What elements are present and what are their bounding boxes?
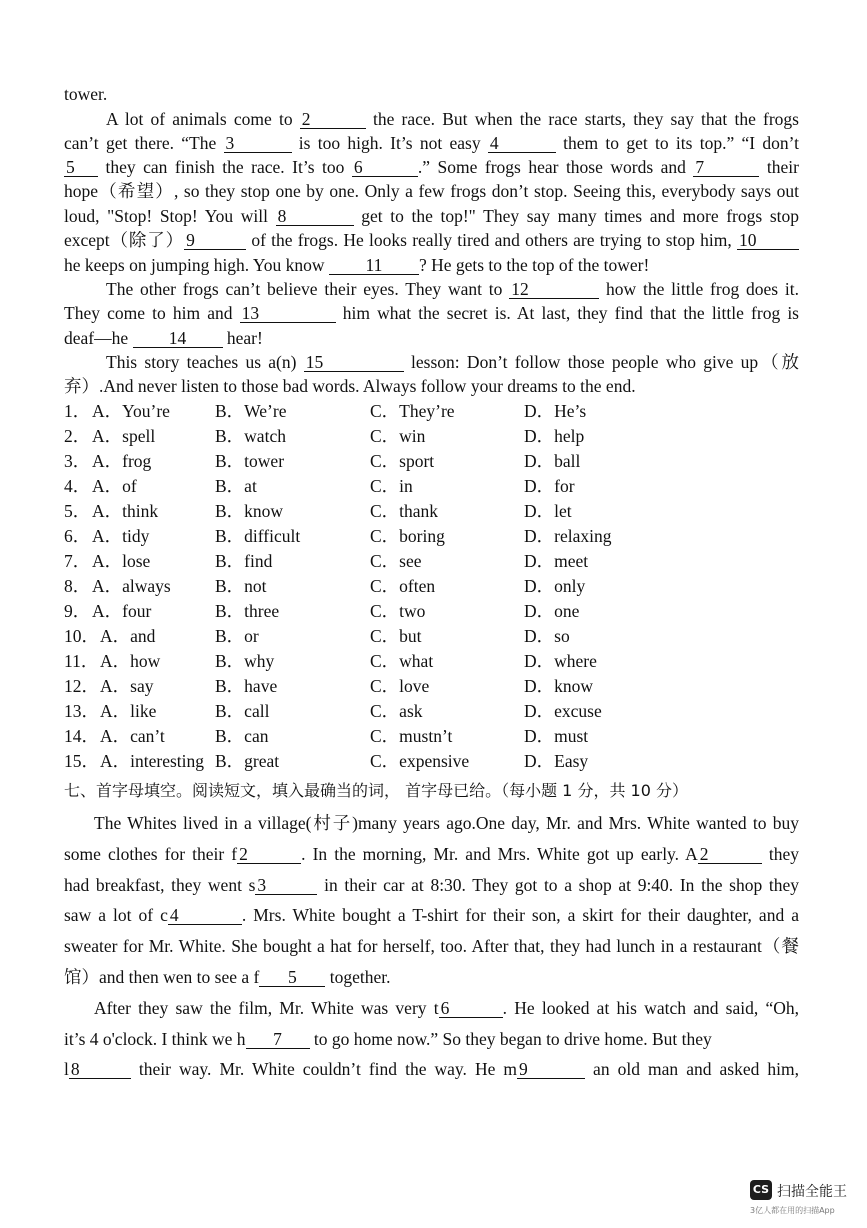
answer-blank[interactable]: 2 [300, 110, 366, 129]
answer-blank[interactable]: 10 [737, 231, 799, 250]
question-number: 9． [64, 601, 91, 621]
passage-line: The Whites lived in a village(村子)many years ago.One day, Mr. and Mrs. White wanted to buy [94, 813, 799, 833]
answer-blank[interactable]: 7 [246, 1030, 310, 1049]
answer-blank[interactable]: 2 [237, 845, 301, 864]
answer-blank[interactable]: 11 [329, 256, 419, 275]
option-a[interactable]: A．think [92, 501, 159, 521]
answer-blank[interactable]: 15 [304, 353, 404, 372]
option-b[interactable]: B．at [215, 476, 257, 496]
option-d[interactable]: D．let [524, 501, 572, 521]
passage-line: l 8 their way. Mr. White couldn’t find the way. He m 9 an old man and asked him, [64, 1059, 799, 1079]
question-number: 14． [64, 726, 99, 746]
answer-blank[interactable]: 7 [693, 158, 759, 177]
passage-line: 弃）.And never listen to those bad words. Always follow your dreams to the end. [64, 376, 636, 396]
passage-line: except（除了） 9 of the frogs. He looks really tired and others are trying to stop him, 10 [64, 229, 799, 251]
option-c[interactable]: C．They’re [370, 401, 455, 421]
answer-blank[interactable]: 4 [168, 906, 242, 925]
question-number: 6． [64, 526, 91, 546]
passage-line: tower. [64, 84, 108, 104]
question-number: 15． [64, 751, 99, 771]
option-d[interactable]: D．for [524, 476, 575, 496]
option-b[interactable]: B．tower [215, 451, 285, 471]
answer-blank[interactable]: 2 [698, 845, 762, 864]
passage-line: The other frogs can’t believe their eyes. They want to 12 how the little frog does it. [106, 279, 799, 299]
option-d[interactable]: D．Easy [524, 751, 589, 771]
option-d[interactable]: D．so [524, 626, 570, 646]
option-b[interactable]: B．have [215, 676, 278, 696]
option-b[interactable]: B．or [215, 626, 259, 646]
option-a[interactable]: A．lose [92, 551, 151, 571]
answer-blank[interactable]: 9 [517, 1060, 585, 1079]
option-a[interactable]: A．frog [92, 451, 152, 471]
option-d[interactable]: D．one [524, 601, 580, 621]
option-d[interactable]: D．where [524, 651, 597, 671]
question-number: 8． [64, 576, 91, 596]
option-a[interactable]: A．always [92, 576, 171, 596]
option-a[interactable]: A．of [92, 476, 137, 496]
option-c[interactable]: C．ask [370, 701, 423, 721]
passage-line: After they saw the film, Mr. White was very t 6 . He looked at his watch and said, “Oh, [94, 998, 799, 1018]
passage-line: sweater for Mr. White. She bought a hat for herself, too. After that, they had lunch in a restaurant（餐 [64, 936, 799, 956]
option-a[interactable]: A．interesting [100, 751, 205, 771]
option-d[interactable]: D．meet [524, 551, 589, 571]
passage-line: hope（希望）, so they stop one by one. Only a few frogs don’t stop. Seeing this, everybody says out [64, 181, 799, 201]
question-number: 2． [64, 426, 91, 446]
option-b[interactable]: B．know [215, 501, 284, 521]
option-d[interactable]: D．He’s [524, 401, 587, 421]
question-number: 5． [64, 501, 91, 521]
passage-line: saw a lot of c 4 . Mrs. White bought a T-shirt for their son, a skirt for their daughter, and a [64, 905, 799, 925]
answer-blank[interactable]: 5 [259, 968, 325, 987]
option-d[interactable]: D．help [524, 426, 585, 446]
option-a[interactable]: A．can’t [100, 726, 165, 746]
passage-line: This story teaches us a(n) 15 lesson: Don’t follow those people who give up（放 [106, 352, 799, 372]
option-b[interactable]: B．call [215, 701, 270, 721]
option-b[interactable]: B．watch [215, 426, 286, 446]
passage-line: he keeps on jumping high. You know 11 ? He gets to the top of the tower! [64, 255, 650, 275]
option-a[interactable]: A．like [100, 701, 157, 721]
answer-blank[interactable]: 6 [352, 158, 418, 177]
passage-line: 5 they can finish the race. It’s too 6 .” Some frogs hear those words and 7 their [66, 157, 799, 177]
option-b[interactable]: B．can [215, 726, 269, 746]
passage-line: had breakfast, they went s 3 in their car at 8:30. They got to a shop at 9:40. In the shop they [64, 875, 800, 895]
option-d[interactable]: D．know [524, 676, 594, 696]
option-c[interactable]: C．thank [370, 501, 439, 521]
question-number: 11． [64, 651, 99, 671]
option-d[interactable]: D．relaxing [524, 526, 612, 546]
passage-line: can’t get there. “The 3 is too high. It’s not easy 4 them to get to its top.” “I don’t [64, 133, 799, 153]
option-d[interactable]: D．must [524, 726, 589, 746]
option-d[interactable]: D．excuse [524, 701, 602, 721]
answer-blank[interactable]: 8 [276, 207, 354, 226]
answer-blank[interactable]: 4 [488, 134, 556, 153]
option-c[interactable]: C．what [370, 651, 434, 671]
section-heading: 七、首字母填空。阅读短文，填入最确当的词， 首字母已给。（每小题 1 分，共 10 分） [64, 781, 688, 800]
option-c[interactable]: C．win [370, 426, 426, 446]
option-a[interactable]: A．You’re [92, 401, 170, 421]
option-c[interactable]: C．but [370, 626, 422, 646]
answer-blank[interactable]: 8 [69, 1060, 131, 1079]
question-number: 7． [64, 551, 91, 571]
option-b[interactable]: B．why [215, 651, 275, 671]
option-c[interactable]: C．see [370, 551, 422, 571]
answer-blank[interactable]: 3 [224, 134, 292, 153]
option-b[interactable]: B．We’re [215, 401, 287, 421]
option-c[interactable]: C．sport [370, 451, 435, 471]
option-c[interactable]: C．boring [370, 526, 445, 546]
question-number: 10． [64, 626, 99, 646]
option-c[interactable]: C．love [370, 676, 430, 696]
watermark-subtitle: 3亿人都在用的扫描App [750, 1206, 835, 1215]
question-number: 13． [64, 701, 99, 721]
question-number: 12． [64, 676, 99, 696]
option-b[interactable]: B．not [215, 576, 267, 596]
passage-line: 馆）and then wen to see a f 5 together. [64, 967, 391, 987]
option-a[interactable]: A．spell [92, 426, 156, 446]
passage-line: deaf—he 14 hear! [64, 328, 263, 348]
option-c[interactable]: C．often [370, 576, 436, 596]
passage-line: loud, "Stop! Stop! You will 8 get to the top!" They say many times and more frogs stop [64, 206, 799, 226]
camscanner-logo-icon: CS [750, 1180, 772, 1200]
option-c[interactable]: C．in [370, 476, 413, 496]
option-c[interactable]: C．mustn’t [370, 726, 453, 746]
option-b[interactable]: B．three [215, 601, 280, 621]
passage-line: some clothes for their f 2 . In the morning, Mr. and Mrs. White got up early. A 2 they [64, 844, 800, 864]
watermark-name: 扫描全能王 [777, 1184, 847, 1200]
answer-blank[interactable]: 5 [64, 158, 98, 177]
answer-blank[interactable]: 12 [509, 280, 599, 299]
question-number: 4． [64, 476, 91, 496]
option-b[interactable]: B．find [215, 551, 273, 571]
option-a[interactable]: A．tidy [92, 526, 150, 546]
option-b[interactable]: B．difficult [215, 526, 301, 546]
option-a[interactable]: A．say [100, 676, 154, 696]
camscanner-watermark [750, 1180, 855, 1220]
option-a[interactable]: A．and [100, 626, 156, 646]
question-number: 3． [64, 451, 91, 471]
answer-blank[interactable]: 6 [439, 999, 503, 1018]
answer-blank[interactable]: 14 [133, 329, 223, 348]
answer-blank[interactable]: 9 [184, 231, 246, 250]
passage-line: They come to him and 13 him what the secret is. At last, they find that the little frog is [64, 303, 799, 323]
option-a[interactable]: A．how [100, 651, 161, 671]
option-d[interactable]: D．only [524, 576, 586, 596]
answer-blank[interactable]: 3 [255, 876, 317, 895]
option-a[interactable]: A．four [92, 601, 152, 621]
passage-line: A lot of animals come to 2 the race. But when the race starts, they say that the frogs [106, 109, 799, 129]
passage-line: it’s 4 o'clock. I think we h 7 to go home now.” So they began to drive home. But they [64, 1029, 712, 1049]
option-c[interactable]: C．expensive [370, 751, 470, 771]
option-b[interactable]: B．great [215, 751, 280, 771]
answer-blank[interactable]: 13 [240, 304, 336, 323]
option-d[interactable]: D．ball [524, 451, 581, 471]
option-c[interactable]: C．two [370, 601, 426, 621]
question-number: 1． [64, 401, 91, 421]
